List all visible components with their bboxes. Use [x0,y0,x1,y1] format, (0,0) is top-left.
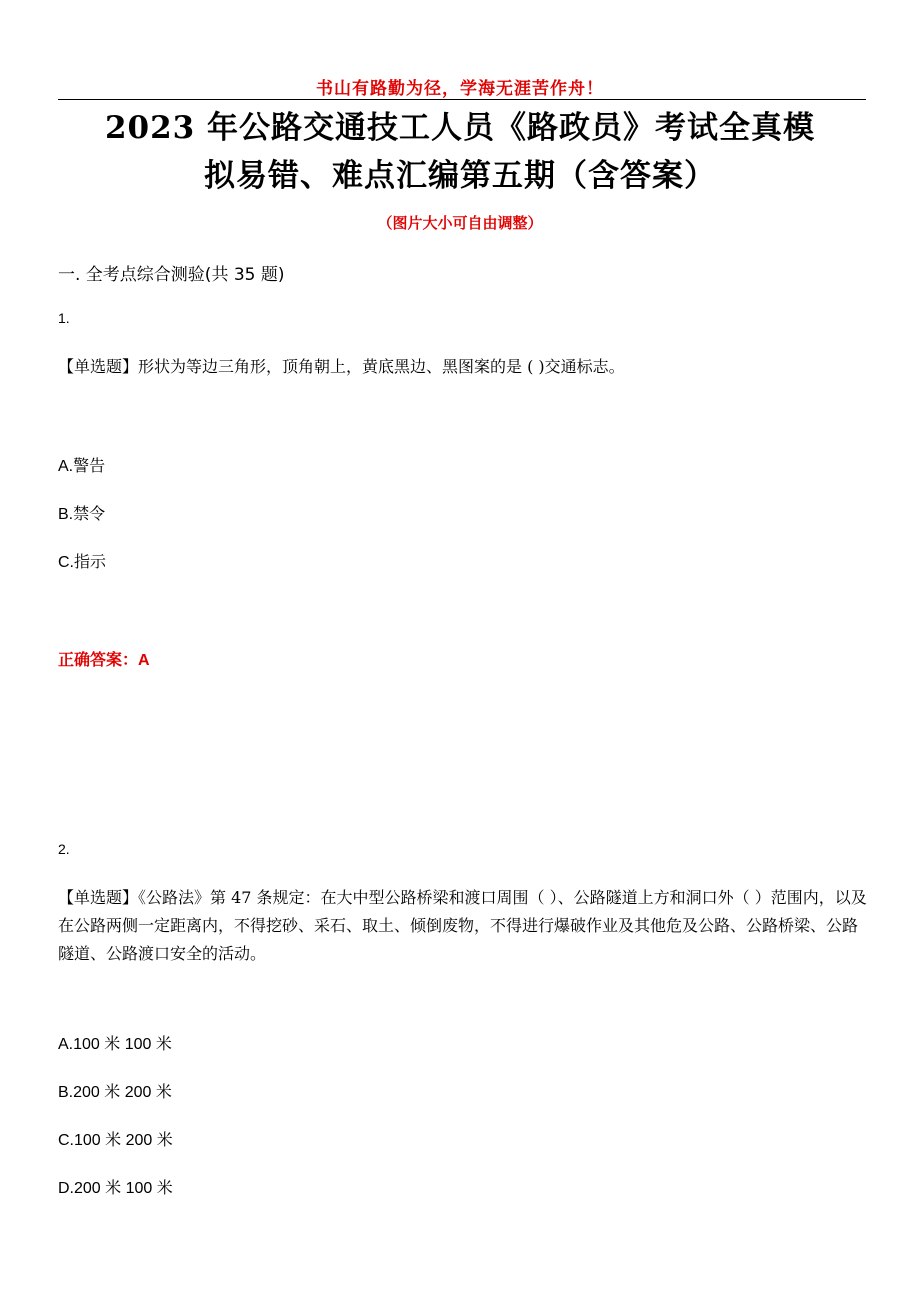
title-line-1: 2023 年公路交通技工人员《路政员》考试全真模 [104,110,816,146]
page-subtitle: （图片大小可自由调整） [377,214,543,232]
question-2-text: 【单选题】《公路法》第 47 条规定：在大中型公路桥梁和渡口周围（ ）、公路隧道上方和洞口外（ ）范围内，以及在公路两侧一定距离内，不得挖砂、采石、取土、倾倒废物，不得进行爆破作业及其他危及公路、公路桥梁、公路隧道、公路渡口安全的活动。 [58,888,867,963]
question-2-number: 2. [58,841,70,857]
question-2-option-d: D.200 米 100 米 [58,1180,173,1197]
question-2-option-c: C.100 米 200 米 [58,1132,173,1149]
header-motto: 书山有路勤为径，学海无涯苦作舟！ [316,79,604,99]
question-1-text: 【单选题】形状为等边三角形，顶角朝上，黄底黑边、黑图案的是 ( )交通标志。 [58,357,625,376]
page-title [40,104,880,200]
title-line-2: 拟易错、难点汇编第五期（含答案） [204,158,716,194]
question-2-option-a: A.100 米 100 米 [58,1036,172,1053]
section-heading: 一. 全考点综合测验(共 35 题) [58,265,285,285]
question-1-option-a: A.警告 [58,458,106,475]
question-1-number: 1. [58,310,70,326]
header-divider [58,99,866,100]
question-2-option-b: B.200 米 200 米 [58,1084,172,1101]
question-1-answer: 正确答案：A [58,652,150,669]
question-1-option-c: C.指示 [58,554,107,571]
question-1-option-b: B.禁令 [58,506,106,523]
